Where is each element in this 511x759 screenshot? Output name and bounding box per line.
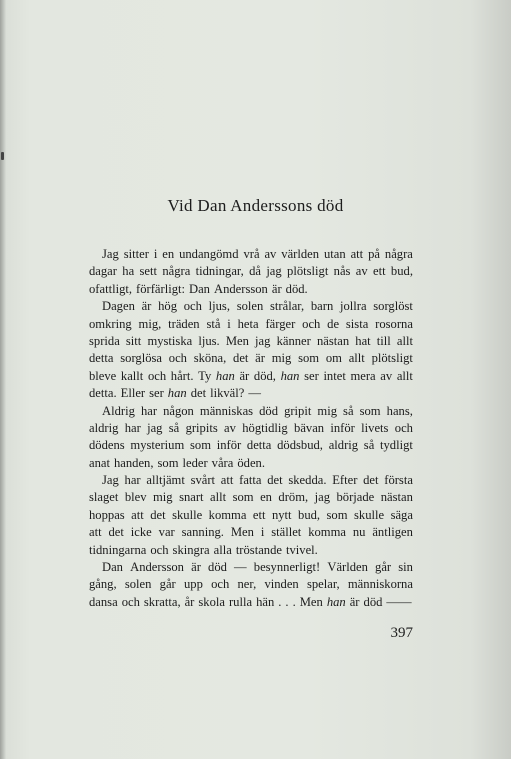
text-line: Jag har alltjämt svårt att fatta det skedda. Efter det första	[102, 473, 413, 488]
page-number: 397	[390, 625, 413, 641]
text-line: dansa och skratta, år skola rulla hän . . . Men han är död ——	[89, 594, 412, 609]
text-line: sprida sitt mystiska ljus. Men jag känner nästan hat till allt	[89, 333, 413, 348]
text-line: dödens mysterium som inför detta dödsbud, aldrig så tydligt	[89, 438, 413, 453]
text-line: bleve kallt och hårt. Ty han är död, han ser intet mera av allt	[89, 368, 413, 383]
chapter-title: Vid Dan Anderssons död	[167, 196, 344, 215]
text-line: Dagen är hög och ljus, solen strålar, barn jollra sorglöst	[102, 299, 413, 314]
text-line: detta sorglösa och sköna, det är mig som om allt plötsligt	[89, 351, 413, 366]
page-gutter-shadow	[0, 0, 6, 759]
text-line: dagar ha sett några tidningar, då jag plötsligt nås av ett bud,	[89, 264, 413, 279]
text-line: hoppas att det skulle komma ett nytt bud, som skulle säga	[89, 507, 413, 522]
text-line: Dan Andersson är död — besynnerligt! Världen går sin	[102, 560, 413, 575]
text-line: ofattligt, förfärligt: Dan Andersson är död.	[89, 281, 308, 296]
text-line: omkring mig, träden stå i heta färger och de sista rosorna	[89, 316, 413, 331]
text-line: slaget blev mig snart allt som en dröm, jag började nästan	[89, 490, 413, 505]
text-line: detta. Eller ser han det likväl? —	[89, 386, 261, 401]
text-line: Jag sitter i en undangömd vrå av världen utan att på några	[102, 247, 413, 261]
text-line: att det icke var sanning. Men i stället komma nu äntligen	[89, 525, 413, 540]
body-text	[89, 246, 413, 611]
text-line: anat handen, som leder våra öden.	[89, 455, 265, 470]
margin-mark	[1, 152, 4, 160]
text-line: tidningarna och skingra alla tröstande tvivel.	[89, 542, 318, 557]
text-line: gång, solen går upp och ner, vinden spelar, människorna	[89, 577, 413, 592]
text-line: Aldrig har någon människas död gripit mig så som hans,	[102, 403, 413, 418]
text-line: aldrig har jag så gripits av högtidlig bävan inför livets och	[89, 420, 413, 435]
